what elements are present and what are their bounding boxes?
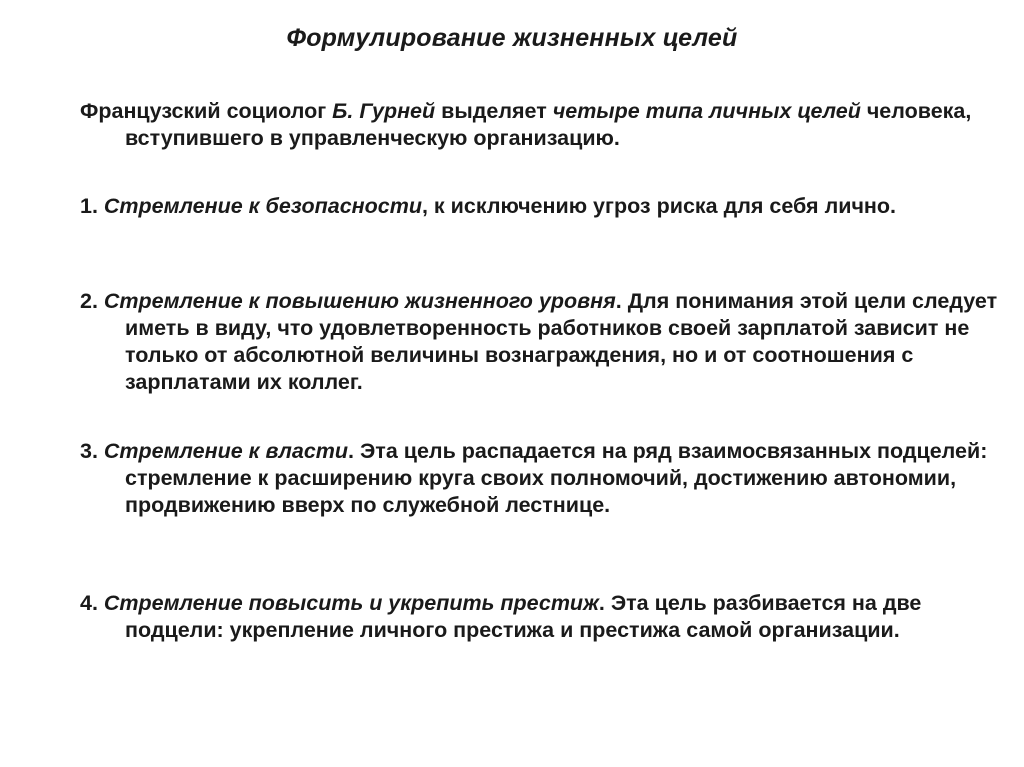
goal-text: , к исключению угроз риска для себя лично. — [421, 194, 897, 218]
goal-item-4 — [80, 590, 1024, 644]
intro-author: Б. Гурней — [332, 99, 436, 123]
intro-emphasis: четыре типа личных целей — [552, 99, 861, 123]
goal-number: 3. — [80, 439, 104, 463]
slide-title: Формулирование жизненных целей — [286, 24, 738, 52]
goal-item-3 — [80, 438, 1024, 519]
goal-heading: Стремление к повышению жизненного уровня — [103, 289, 616, 313]
goal-number: 2. — [80, 289, 104, 313]
intro-text-2: выделяет — [435, 99, 553, 123]
goal-text: . Эта цель разбивается на две подцели: укрепление личного престижа и престижа самой организации. — [125, 591, 922, 642]
goal-text: . Для понимания этой цели следует иметь в виду, что удовлетворенность работников своей зарплатой зависит не только от абсолютной величины вознаграждения, но и от соотношения с зарплатами их коллег. — [125, 289, 998, 394]
goal-item-2 — [80, 288, 1024, 396]
goal-number: 1. — [80, 194, 104, 218]
goal-heading: Стремление к власти — [103, 439, 349, 463]
goal-heading: Стремление повысить и укрепить престиж — [103, 591, 599, 615]
intro-text-1: Французский социолог — [80, 99, 333, 123]
intro-text-3: человека, вступившего в управленческую организацию. — [125, 99, 972, 150]
goal-heading: Стремление к безопасности — [103, 194, 422, 218]
intro-paragraph — [80, 98, 1024, 152]
goal-item-1 — [80, 193, 1024, 220]
goal-number: 4. — [80, 591, 104, 615]
goal-text: . Эта цель распадается на ряд взаимосвязанных подцелей: стремление к расширению круга своих полномочий, достижению автономии, продвижению вверх по служебной лестнице. — [125, 439, 988, 517]
